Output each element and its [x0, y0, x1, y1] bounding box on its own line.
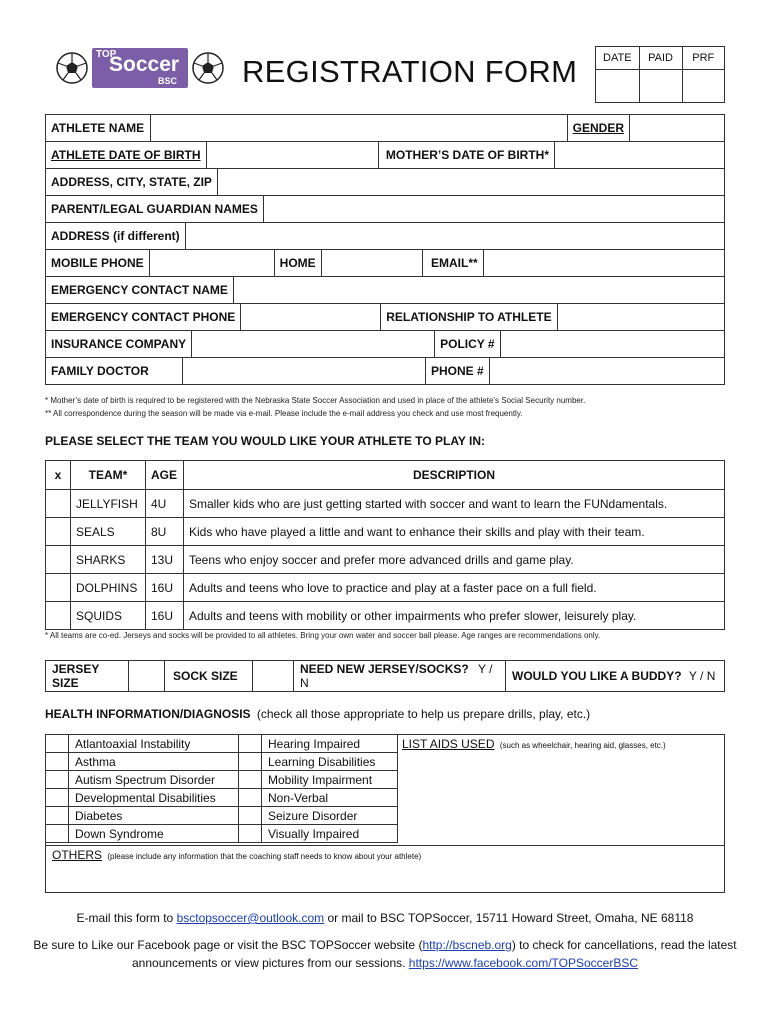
sock-size-field[interactable]	[253, 661, 294, 692]
health-heading	[45, 707, 590, 721]
emergency-name-field[interactable]	[233, 277, 724, 304]
team-description: Kids who have played a little and want to enhance their skills and play with their team.	[184, 518, 725, 546]
team-age: 16U	[146, 574, 184, 602]
home-field[interactable]	[321, 250, 422, 277]
list-item	[46, 753, 398, 771]
logo	[55, 48, 225, 90]
team-col-x: x	[46, 461, 71, 490]
diagnosis-label: Non-Verbal	[262, 789, 398, 807]
office-paid-cell[interactable]	[639, 70, 682, 103]
address-label: ADDRESS, CITY, STATE, ZIP	[46, 169, 218, 196]
team-description: Adults and teens who love to practice and play at a faster pace on a full field.	[184, 574, 725, 602]
phone-label: PHONE #	[426, 358, 490, 385]
row-phones	[45, 249, 725, 277]
email-label: EMAIL**	[422, 250, 483, 277]
policy-field[interactable]	[500, 331, 724, 358]
others-divider	[45, 845, 725, 846]
team-name: DOLPHINS	[71, 574, 146, 602]
office-prf-header: PRF	[682, 47, 724, 70]
soccer-ball-icon	[55, 51, 89, 85]
gear-table	[45, 660, 725, 692]
team-description: Teens who enjoy soccer and prefer more advanced drills and game play.	[184, 546, 725, 574]
email-link[interactable]: bsctopsoccer@outlook.com	[176, 911, 325, 925]
email-field[interactable]	[483, 250, 724, 277]
office-prf-cell[interactable]	[682, 70, 724, 103]
diagnosis-label: Autism Spectrum Disorder	[69, 771, 239, 789]
others-field[interactable]	[48, 864, 720, 888]
gender-label: GENDER	[567, 115, 629, 142]
office-use-table	[595, 46, 725, 103]
team-age: 13U	[146, 546, 184, 574]
diagnosis-checkbox[interactable]	[239, 807, 262, 825]
row-emergency-phone	[45, 303, 725, 331]
others-label: OTHERS	[52, 848, 103, 862]
mother-dob-label: MOTHER’S DATE OF BIRTH*	[379, 142, 555, 169]
footer-text: ) to check for cancellations, read the latest	[511, 938, 737, 952]
table-row	[46, 518, 725, 546]
row-athlete-name	[45, 114, 725, 142]
team-checkbox[interactable]	[46, 490, 71, 518]
diagnosis-label: Asthma	[69, 753, 239, 771]
guardian-label: PARENT/LEGAL GUARDIAN NAMES	[46, 196, 264, 223]
diagnosis-label: Atlantoaxial Instability	[69, 735, 239, 753]
footer-text: or mail to BSC TOPSoccer, 15711 Howard Street, Omaha, NE 68118	[324, 911, 694, 925]
team-col-description: DESCRIPTION	[184, 461, 725, 490]
emergency-phone-field[interactable]	[241, 304, 381, 331]
gender-field[interactable]	[630, 115, 725, 142]
diagnosis-label: Developmental Disabilities	[69, 789, 239, 807]
diagnosis-checkbox[interactable]	[46, 807, 69, 825]
office-date-header: DATE	[596, 47, 640, 70]
team-age: 8U	[146, 518, 184, 546]
diagnosis-checkbox[interactable]	[46, 789, 69, 807]
office-paid-header: PAID	[639, 47, 682, 70]
team-name: JELLYFISH	[71, 490, 146, 518]
diagnosis-label: Hearing Impaired	[262, 735, 398, 753]
athlete-info-form	[45, 114, 725, 385]
mother-dob-field[interactable]	[555, 142, 725, 169]
new-gear-label: NEED NEW JERSEY/SOCKS?	[300, 662, 469, 676]
doctor-field[interactable]	[183, 358, 426, 385]
mobile-field[interactable]	[149, 250, 274, 277]
table-row	[46, 490, 725, 518]
office-date-cell[interactable]	[596, 70, 640, 103]
guardian-field[interactable]	[263, 196, 724, 223]
team-checkbox[interactable]	[46, 518, 71, 546]
list-item	[46, 771, 398, 789]
team-table	[45, 460, 725, 630]
sock-size-label: SOCK SIZE	[165, 661, 253, 692]
new-gear-options[interactable]: Y / N	[300, 662, 493, 690]
diagnosis-checkbox[interactable]	[239, 753, 262, 771]
team-note: * All teams are co-ed. Jerseys and socks will be provided to all athletes. Bring your own water and soccer ball please. Age ranges are recommendations only.	[45, 631, 601, 640]
logo-badge	[92, 48, 188, 88]
team-checkbox[interactable]	[46, 602, 71, 630]
list-item	[46, 735, 398, 753]
diagnosis-checkbox[interactable]	[239, 771, 262, 789]
athlete-dob-field[interactable]	[207, 142, 379, 169]
team-col-age: AGE	[146, 461, 184, 490]
row-emergency-name	[45, 276, 725, 304]
team-section-heading: PLEASE SELECT THE TEAM YOU WOULD LIKE YOUR ATHLETE TO PLAY IN:	[45, 434, 486, 448]
footer-text: announcements or view pictures from our sessions.	[132, 956, 409, 970]
athlete-dob-label: ATHLETE DATE OF BIRTH	[46, 142, 207, 169]
team-description: Smaller kids who are just getting started with soccer and want to learn the FUNdamentals.	[184, 490, 725, 518]
team-description: Adults and teens with mobility or other impairments who prefer slower, leisurely play.	[184, 602, 725, 630]
health-heading-note: (check all those appropriate to help us prepare drills, play, etc.)	[256, 707, 591, 721]
relationship-field[interactable]	[557, 304, 724, 331]
home-label: HOME	[274, 250, 321, 277]
health-checklist	[45, 734, 398, 843]
policy-label: POLICY #	[435, 331, 500, 358]
new-gear-question	[294, 661, 506, 692]
logo-sub: BSC	[158, 76, 178, 86]
athlete-name-label: ATHLETE NAME	[46, 115, 151, 142]
footer-text: Be sure to Like our Facebook page or visit the BSC TOPSoccer website (	[33, 938, 423, 952]
aids-section	[402, 737, 666, 751]
diagnosis-checkbox[interactable]	[46, 735, 69, 753]
list-item	[46, 807, 398, 825]
team-col-team: TEAM*	[71, 461, 146, 490]
doctor-label: FAMILY DOCTOR	[46, 358, 183, 385]
table-row	[46, 574, 725, 602]
soccer-ball-icon	[191, 51, 225, 85]
row-dob	[45, 141, 725, 169]
page-title: REGISTRATION FORM	[242, 54, 578, 89]
list-item	[46, 789, 398, 807]
aids-field[interactable]	[400, 754, 720, 840]
team-name: SEALS	[71, 518, 146, 546]
jersey-size-field[interactable]	[129, 661, 165, 692]
phone-field[interactable]	[489, 358, 724, 385]
footer-line-3	[0, 956, 770, 970]
diagnosis-checkbox[interactable]	[239, 735, 262, 753]
emergency-name-label: EMERGENCY CONTACT NAME	[46, 277, 234, 304]
team-checkbox[interactable]	[46, 546, 71, 574]
list-item	[46, 825, 398, 843]
mobile-label: MOBILE PHONE	[46, 250, 150, 277]
emergency-phone-label: EMERGENCY CONTACT PHONE	[46, 304, 241, 331]
others-note: (please include any information that the coaching staff needs to know about your athlete)	[107, 852, 422, 861]
buddy-label: WOULD YOU LIKE A BUDDY?	[512, 669, 682, 683]
team-age: 16U	[146, 602, 184, 630]
buddy-options[interactable]: Y / N	[688, 669, 716, 683]
row-guardian	[45, 195, 725, 223]
buddy-question	[506, 661, 725, 692]
aids-note: (such as wheelchair, hearing aid, glasses, etc.)	[499, 741, 666, 750]
row-address	[45, 168, 725, 196]
address2-label: ADDRESS (if different)	[46, 223, 186, 250]
footer-line-2	[0, 938, 770, 952]
others-section	[52, 848, 421, 862]
table-row	[46, 602, 725, 630]
diagnosis-checkbox[interactable]	[239, 789, 262, 807]
health-heading-title: HEALTH INFORMATION/DIAGNOSIS	[45, 707, 251, 721]
team-checkbox[interactable]	[46, 574, 71, 602]
facebook-link[interactable]: https://www.facebook.com/TOPSoccerBSC	[408, 956, 638, 970]
logo-main: Soccer	[109, 53, 180, 76]
diagnosis-label: Down Syndrome	[69, 825, 239, 843]
diagnosis-label: Mobility Impairment	[262, 771, 398, 789]
logo-top: TOP	[96, 49, 117, 60]
table-row	[46, 546, 725, 574]
email-note: ** All correspondence during the season will be made via e-mail. Please include the e-mail address you check and use most frequently.	[45, 409, 523, 418]
diagnosis-checkbox[interactable]	[46, 753, 69, 771]
insurance-label: INSURANCE COMPANY	[46, 331, 192, 358]
row-doctor	[45, 357, 725, 385]
diagnosis-label: Seizure Disorder	[262, 807, 398, 825]
team-name: SQUIDS	[71, 602, 146, 630]
diagnosis-checkbox[interactable]	[46, 825, 69, 843]
diagnosis-label: Visually Impaired	[262, 825, 398, 843]
relationship-label: RELATIONSHIP TO ATHLETE	[381, 304, 557, 331]
diagnosis-label: Learning Disabilities	[262, 753, 398, 771]
row-insurance	[45, 330, 725, 358]
diagnosis-checkbox[interactable]	[46, 771, 69, 789]
jersey-size-label: JERSEY SIZE	[46, 661, 129, 692]
address2-field[interactable]	[185, 223, 724, 250]
team-name: SHARKS	[71, 546, 146, 574]
mother-dob-note: * Mother’s date of birth is required to be registered with the Nebraska State Soccer Association and used in place of the athlete’s Social Security number.	[45, 396, 586, 405]
aids-label: LIST AIDS USED	[402, 737, 495, 751]
footer-text: E-mail this form to	[76, 911, 177, 925]
team-age: 4U	[146, 490, 184, 518]
website-link[interactable]: http://bscneb.org	[422, 938, 512, 952]
athlete-name-field[interactable]	[151, 115, 568, 142]
diagnosis-checkbox[interactable]	[239, 825, 262, 843]
diagnosis-label: Diabetes	[69, 807, 239, 825]
address-field[interactable]	[217, 169, 724, 196]
row-address2	[45, 222, 725, 250]
insurance-field[interactable]	[192, 331, 435, 358]
footer-line-1	[0, 911, 770, 925]
